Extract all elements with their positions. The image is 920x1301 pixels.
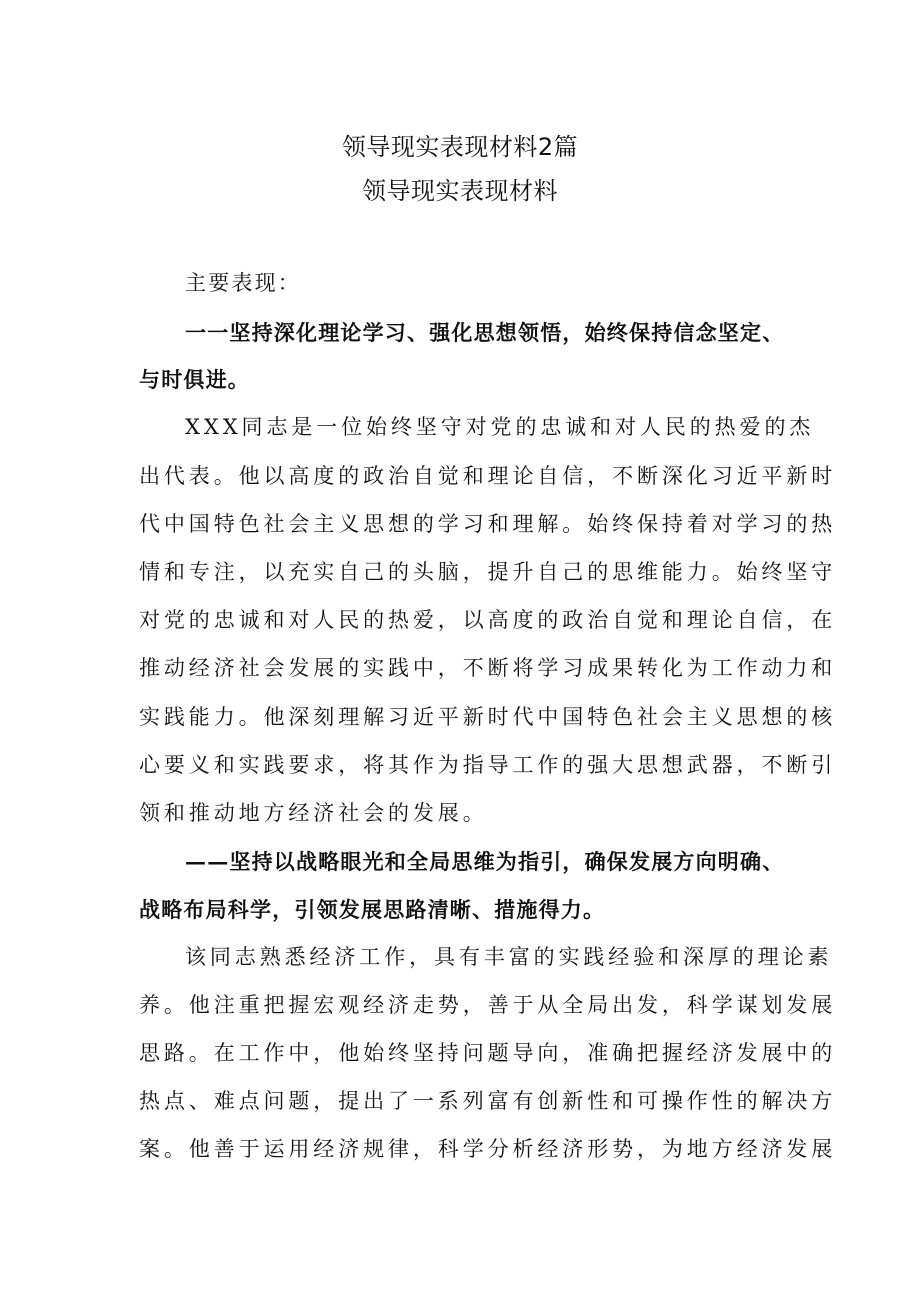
paragraph-2-line-3: 思路。在工作中，他始终坚持问题导向，准确把握经济发展中的 [139,1041,837,1065]
paragraph-1-line-6: 推动经济社会发展的实践中，不断将学习成果转化为工作动力和 [139,656,837,680]
paragraph-1-line-7: 实践能力。他深刻理解习近平新时代中国特色社会主义思想的核 [139,705,837,729]
paragraph-1-line-3: 代中国特色社会主义思想的学习和理解。始终保持着对学习的热 [139,512,837,536]
paragraph-2-line-2: 养。他注重把握宏观经济走势，善于从全局出发，科学谋划发展 [139,993,837,1017]
paragraph-1-line-8: 心要义和实践要求，将其作为指导工作的强大思想武器，不断引 [139,753,837,777]
paragraph-1-line-9: 领和推动地方经济社会的发展。 [139,801,488,825]
paragraph-2-line-5: 案。他善于运用经济规律，科学分析经济形势，为地方经济发展 [139,1137,837,1161]
heading-1-line-2: 与时俱进。 [139,367,250,392]
paragraph-2-line-4: 热点、难点问题，提出了一系列富有创新性和可操作性的解决方 [139,1089,837,1113]
paragraph-1-line-2: 出代表。他以高度的政治自觉和理论自信，不断深化习近平新时 [139,464,837,488]
heading-2-line-1: ——坚持以战略眼光和全局思维为指引，确保发展方向明确、 [185,849,785,874]
paragraph-1-line-5: 对党的忠诚和对人民的热爱，以高度的政治自觉和理论自信，在 [139,608,837,632]
paragraph-1-line-4: 情和专注，以充实自己的头脑，提升自己的思维能力。始终坚守 [139,560,837,584]
paragraph-2-line-1: 该同志熟悉经济工作，具有丰富的实践经验和深厚的理论素 [185,945,833,969]
heading-1-line-1: 一一坚持深化理论学习、强化思想领悟，始终保持信念坚定、 [185,320,785,345]
document-subtitle: 领导现实表现材料 [362,177,558,205]
document-title: 领导现实表现材料2篇 [341,133,579,161]
heading-2-line-2: 战略布局科学，引领发展思路清晰、措施得力。 [139,897,606,922]
section-heading-main-performance: 主要表现： [185,271,301,295]
paragraph-1-line-1: XXX同志是一位始终坚守对党的忠诚和对人民的热爱的杰 [185,415,815,439]
